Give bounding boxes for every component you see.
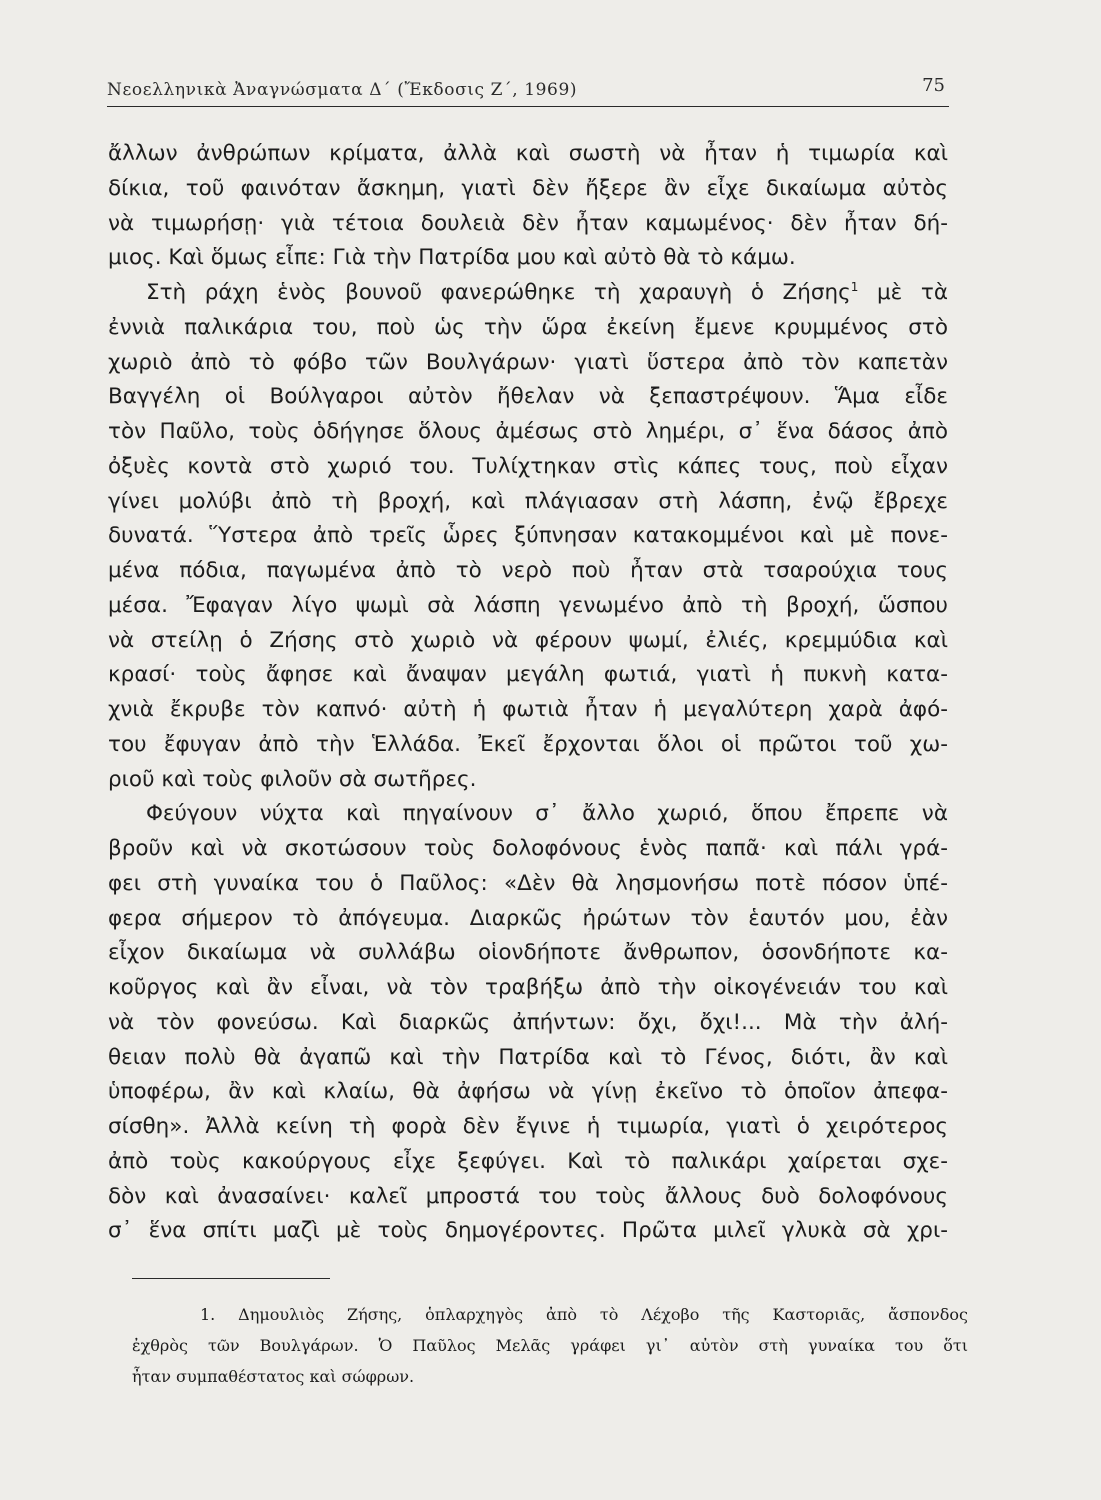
text-line bbox=[108, 276, 948, 311]
footnote-divider bbox=[132, 1278, 330, 1279]
text-line: κρασί· τοὺς ἄφησε καὶ ἄναψαν μεγάλη φωτιά, γιατὶ ἡ πυκνὴ κατα- bbox=[108, 662, 948, 688]
text-line: χνιὰ ἔκρυβε τὸν καπνό· αὐτὴ ἡ φωτιὰ ἦταν ἡ μεγαλύτερη χαρὰ ἀφό- bbox=[108, 697, 948, 722]
text-line: δυνατά. Ὕστερα ἀπὸ τρεῖς ὧρες ξύπνησαν κατακομμένοι καὶ μὲ πονε- bbox=[108, 523, 948, 549]
text-line: φει στὴ γυναίκα του ὁ Παῦλος: «Δὲν θὰ λησμονήσω ποτὲ πόσον ὑπέ- bbox=[108, 870, 948, 896]
body-text bbox=[108, 137, 948, 1249]
text-line: μέσα. Ἔφαγαν λίγο ψωμὶ σὰ λάσπη γενωμένο ἀπὸ τὴ βροχή, ὥσπου bbox=[108, 592, 948, 618]
text-line: τὸν Παῦλο, τοὺς ὁδήγησε ὅλους ἀμέσως στὸ λημέρι, σ᾽ ἕνα δάσος ἀπὸ bbox=[108, 419, 948, 444]
text-line: φερα σήμερον τὸ ἀπόγευμα. Διαρκῶς ἠρώτων τὸν ἑαυτόν μου, ἐὰν bbox=[108, 905, 948, 931]
text-line: μένα πόδια, παγωμένα ἀπὸ τὸ νερὸ ποὺ ἦταν στὰ τσαρούχια τους bbox=[108, 558, 948, 583]
footnote-line: ἐχθρὸς τῶν Βουλγάρων. Ὁ Παῦλος Μελᾶς γράφει γι᾽ αὐτὸν στὴ γυναίκα του ὅτι bbox=[132, 1336, 968, 1355]
text-line: νὰ τὸν φονεύσω. Καὶ διαρκῶς ἀπήντων: ὄχι, ὄχι!... Μὰ τὴν ἀλή- bbox=[108, 1009, 948, 1035]
text-line: ἐννιὰ παλικάρια του, ποὺ ὡς τὴν ὥρα ἐκείνη ἔμενε κρυμμένος στὸ bbox=[108, 314, 948, 340]
text-line: μιος. Καὶ ὅμως εἶπε: Γιὰ τὴν Πατρίδα μου καὶ αὐτὸ θὰ τὸ κάμω. bbox=[108, 245, 796, 271]
text-line: Βαγγέλη οἱ Βούλγαροι αὐτὸν ἤθελαν νὰ ξεπαστρέψουν. Ἅμα εἶδε bbox=[108, 384, 948, 410]
text-line: Φεύγουν νύχτα καὶ πηγαίνουν σ᾽ ἄλλο χωριό, ὅπου ἔπρεπε νὰ bbox=[146, 801, 948, 827]
text-line: ἀπὸ τοὺς κακούργους εἶχε ξεφύγει. Καὶ τὸ παλικάρι χαίρεται σχε- bbox=[108, 1148, 948, 1174]
running-header bbox=[107, 72, 949, 107]
text-line: δίκια, τοῦ φαινόταν ἄσκημη, γιατὶ δὲν ἤξερε ἂν εἶχε δικαίωμα αὐτὸς bbox=[108, 175, 948, 201]
footnote-line: 1. Δημουλιὸς Ζήσης, ὁπλαρχηγὸς ἀπὸ τὸ Λέχοβο τῆς Καστοριᾶς, ἄσπονδος bbox=[200, 1305, 968, 1324]
text-line: νὰ τιμωρήσῃ· γιὰ τέτοια δουλειὰ δὲν ἦταν καμωμένος· δὲν ἦταν δή- bbox=[108, 210, 948, 236]
text-line: σίσθη». Ἀλλὰ κείνη τὴ φορὰ δὲν ἔγινε ἡ τιμωρία, γιατὶ ὁ χειρότερος bbox=[108, 1114, 948, 1139]
text-line: βροῦν καὶ νὰ σκοτώσουν τοὺς δολοφόνους ἑνὸς παπᾶ· καὶ πάλι γρά- bbox=[108, 836, 948, 861]
text-line: ὑποφέρω, ἂν καὶ κλαίω, θὰ ἀφήσω νὰ γίνῃ ἐκεῖνο τὸ ὁποῖον ἀπεφα- bbox=[108, 1079, 948, 1105]
text-line: ὀξυὲς κοντὰ στὸ χωριό του. Τυλίχτηκαν στὶς κάπες τους, ποὺ εἶχαν bbox=[108, 453, 948, 479]
header-title: Νεοελληνικὰ Ἀναγνώσματα Δ΄ (Ἔκδοσις Ζ΄, 1969) bbox=[107, 80, 578, 100]
text-line: δὸν καὶ ἀνασαίνει· καλεῖ μπροστά του τοὺς ἄλλους δυὸ δολοφόνους bbox=[108, 1183, 948, 1209]
text-line-part: μὲ τὰ bbox=[877, 280, 948, 305]
text-line: σ᾽ ἕνα σπίτι μαζὶ μὲ τοὺς δημογέροντες. Πρῶτα μιλεῖ γλυκὰ σὰ χρι- bbox=[108, 1218, 948, 1244]
text-line: κοῦργος καὶ ἂν εἶναι, νὰ τὸν τραβήξω ἀπὸ τὴν οἰκογένειάν του καὶ bbox=[108, 975, 948, 1000]
text-line: γίνει μολύβι ἀπὸ τὴ βροχή, καὶ πλάγιασαν στὴ λάσπη, ἐνῷ ἔβρεχε bbox=[108, 488, 948, 514]
text-line: ἄλλων ἀνθρώπων κρίματα, ἀλλὰ καὶ σωστὴ νὰ ἦταν ἡ τιμωρία καὶ bbox=[108, 141, 948, 166]
text-line: νὰ στείλῃ ὁ Ζήσης στὸ χωριὸ νὰ φέρουν ψωμί, ἐλιές, κρεμμύδια καὶ bbox=[108, 627, 948, 653]
footnote-line: ἦταν συμπαθέστατος καὶ σώφρων. bbox=[132, 1367, 415, 1386]
page-number: 75 bbox=[922, 75, 945, 96]
text-line: του ἔφυγαν ἀπὸ τὴν Ἑλλάδα. Ἐκεῖ ἔρχονται ὅλοι οἱ πρῶτοι τοῦ χω- bbox=[108, 731, 948, 757]
footnote-marker: 1 bbox=[850, 279, 859, 294]
text-line: εἶχον δικαίωμα νὰ συλλάβω οἱονδήποτε ἄνθρωπον, ὁσονδήποτε κα- bbox=[108, 940, 948, 966]
text-line: θειαν πολὺ θὰ ἀγαπῶ καὶ τὴν Πατρίδα καὶ τὸ Γένος, διότι, ἂν καὶ bbox=[108, 1044, 948, 1070]
footnotes bbox=[132, 1299, 968, 1392]
text-line: χωριὸ ἀπὸ τὸ φόβο τῶν Βουλγάρων· γιατὶ ὕστερα ἀπὸ τὸν καπετὰν bbox=[108, 349, 948, 375]
text-line: ριοῦ καὶ τοὺς φιλοῦν σὰ σωτῆρες. bbox=[108, 766, 477, 792]
text-line-part: Στὴ ράχη ἑνὸς βουνοῦ φανερώθηκε τὴ χαραυγὴ ὁ Ζήσης bbox=[146, 280, 851, 305]
